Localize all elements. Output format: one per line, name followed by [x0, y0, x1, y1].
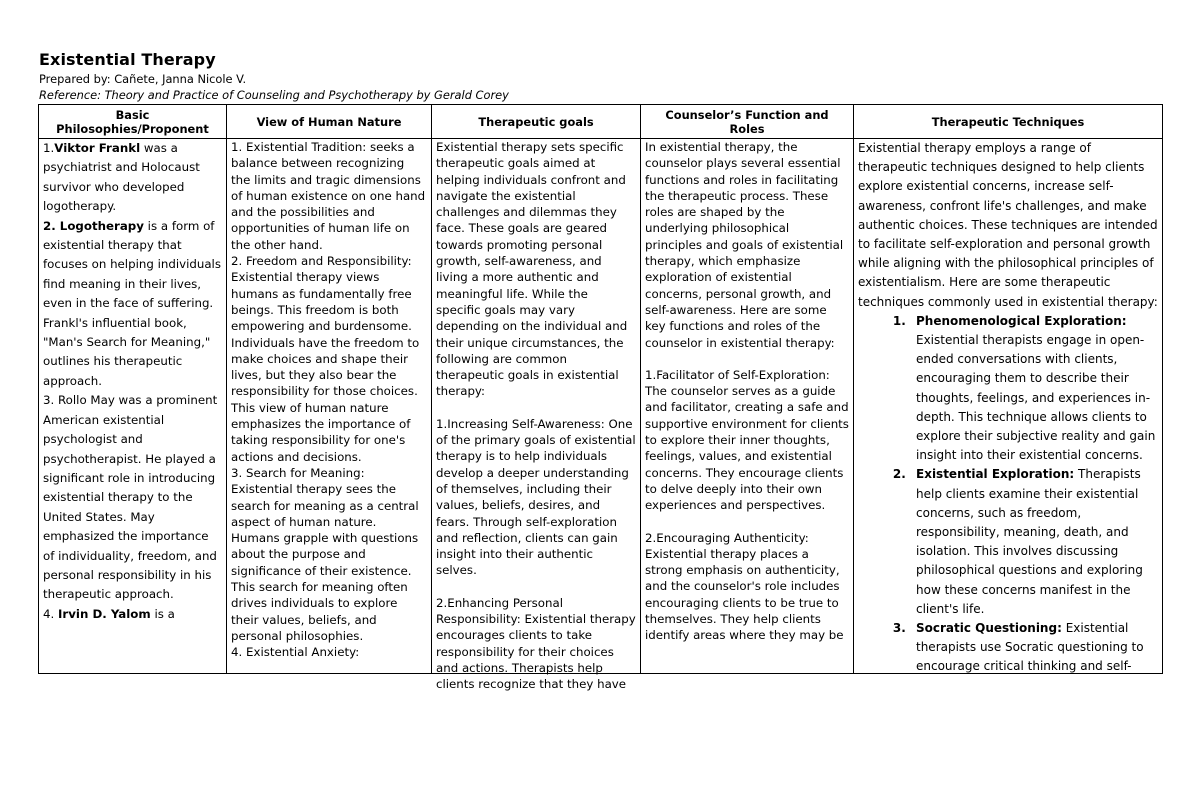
proponent-logotherapy: 2. Logotherapy is a form of existential therapy that focuses on helping individuals find meaning in their lives, even in the face of suffering. Frankl's influential book, "Man's Search for Meaning," outlines his therapeutic approach. [43, 218, 221, 388]
proponent-may: 3. Rollo May was a prominent American existential psychologist and psychotherapist. He played a significant role in introducing existential therapy to the United States. May emphasized the importance of individuality, freedom, and personal responsibility in his therapeutic approach. [43, 393, 218, 602]
header-basic-philosophies: Basic Philosophies/Proponent [39, 105, 227, 139]
cell-therapeutic-techniques [854, 139, 1163, 674]
reference-line: Reference: Theory and Practice of Counseling and Psychotherapy by Gerald Corey [39, 88, 509, 102]
goals-intro: Existential therapy sets specific therapeutic goals aimed at helping individuals confront and navigate the existential challenges and dilemmas they face. These goals are geared towards promoting personal growth, self-awareness, and living a more authentic and meaningful life. While the specific goals may vary depending on the individual and their unique circumstances, the following are common therapeutic goals in existential therapy: [436, 140, 628, 399]
goal-self-awareness: 1.Increasing Self-Awareness: One of the primary goals of existential therapy is to help individuals develop a deeper understanding of themselves, including their values, beliefs, desires, and fears. Through self-exploration and reflection, clients can gain insight into their authentic selves. [436, 416, 636, 578]
goal-personal-responsibility: 2.Enhancing Personal Responsibility: Existential therapy encourages clients to take responsibility for their choices and actions. Therapists help clients recognize that they have [436, 595, 636, 692]
table-header-row [39, 105, 1163, 139]
cell-basic-philosophies [39, 139, 227, 674]
techniques-list [858, 312, 1158, 677]
header-counselor-function: Counselor’s Function and Roles [641, 105, 854, 139]
table-row [39, 139, 1163, 674]
comparison-table [38, 104, 1163, 692]
list-item: 1. Phenomenological Exploration: Existential therapists engage in open-ended conversations with clients, encouraging them to describe their thoughts, feelings, and experiences in-depth. This technique allows clients to explore their subjective reality and gain insight into their existential concerns. [910, 312, 1158, 466]
nature-existential-anxiety: 4. Existential Anxiety: [231, 645, 360, 660]
list-item: 2. Existential Exploration: Therapists help clients examine their existential concerns, such as freedom, responsibility, meaning, death, and isolation. This involves discussing philosophical questions and exploring how these concerns manifest in the client's life. [910, 465, 1158, 619]
roles-intro: In existential therapy, the counselor plays several essential functions and roles in facilitating the therapeutic process. These roles are shaped by the underlying philosophical principles and goals of existential therapy, which emphasize exploration of existential concerns, personal growth, and self-awareness. Here are some key functions and roles of the counselor in existential therapy: [645, 140, 844, 350]
nature-freedom-responsibility: 2. Freedom and Responsibility: Existential therapy views humans as fundamentally free beings. This freedom is both empowering and burdensome. Individuals have the freedom to make choices and shape their lives, but they also bear the responsibility for those choices. This view of human nature emphasizes the importance of taking responsibility for one's actions and decisions. [231, 254, 420, 464]
techniques-intro: Existential therapy employs a range of therapeutic techniques designed to help clients explore existential concerns, increase self-awareness, confront life's challenges, and make authentic choices. These techniques are intended to facilitate self-exploration and personal growth while aligning with the philosophical principles of existentialism. Here are some therapeutic techniques commonly used in existential therapy: [858, 141, 1158, 309]
document-title: Existential Therapy [39, 50, 216, 69]
proponent-yalom: 4. Irvin D. Yalom is a [43, 606, 175, 621]
header-view-of-human-nature: View of Human Nature [227, 105, 432, 139]
role-facilitator: 1.Facilitator of Self-Exploration: The counselor serves as a guide and facilitator, creating a safe and supportive environment for clients to explore their inner thoughts, feelings, values, and existential concerns. They encourage clients to delve deeply into their own experiences and perspectives. [645, 367, 849, 513]
list-item: 3. Socratic Questioning: Existential therapists use Socratic questioning to encourage critical thinking and self- [910, 619, 1158, 677]
header-therapeutic-techniques: Therapeutic Techniques [854, 105, 1163, 139]
cell-view-of-human-nature [227, 139, 432, 674]
nature-existential-tradition: 1. Existential Tradition: seeks a balance between recognizing the limits and tragic dimensions of human existence on one hand and the possibilities and opportunities of human life on the other hand. [231, 140, 426, 252]
cell-therapeutic-goals [432, 139, 641, 692]
cell-counselor-roles [641, 139, 854, 674]
prepared-by-line: Prepared by: Cañete, Janna Nicole V. [39, 72, 247, 86]
nature-search-for-meaning: 3. Search for Meaning: Existential therapy sees the search for meaning as a central aspect of human nature. Humans grapple with questions about the purpose and significance of their existence. This search for meaning often drives individuals to explore their values, beliefs, and personal philosophies. [231, 465, 419, 643]
role-authenticity: 2.Encouraging Authenticity: Existential therapy places a strong emphasis on authenticity, and the counselor's role includes encouraging clients to be true to themselves. They help clients identify areas where they may be [645, 530, 844, 643]
header-therapeutic-goals: Therapeutic goals [432, 105, 641, 139]
proponent-frankl: 1.Viktor Frankl was a psychiatrist and Holocaust survivor who developed logotherapy. [43, 141, 200, 214]
